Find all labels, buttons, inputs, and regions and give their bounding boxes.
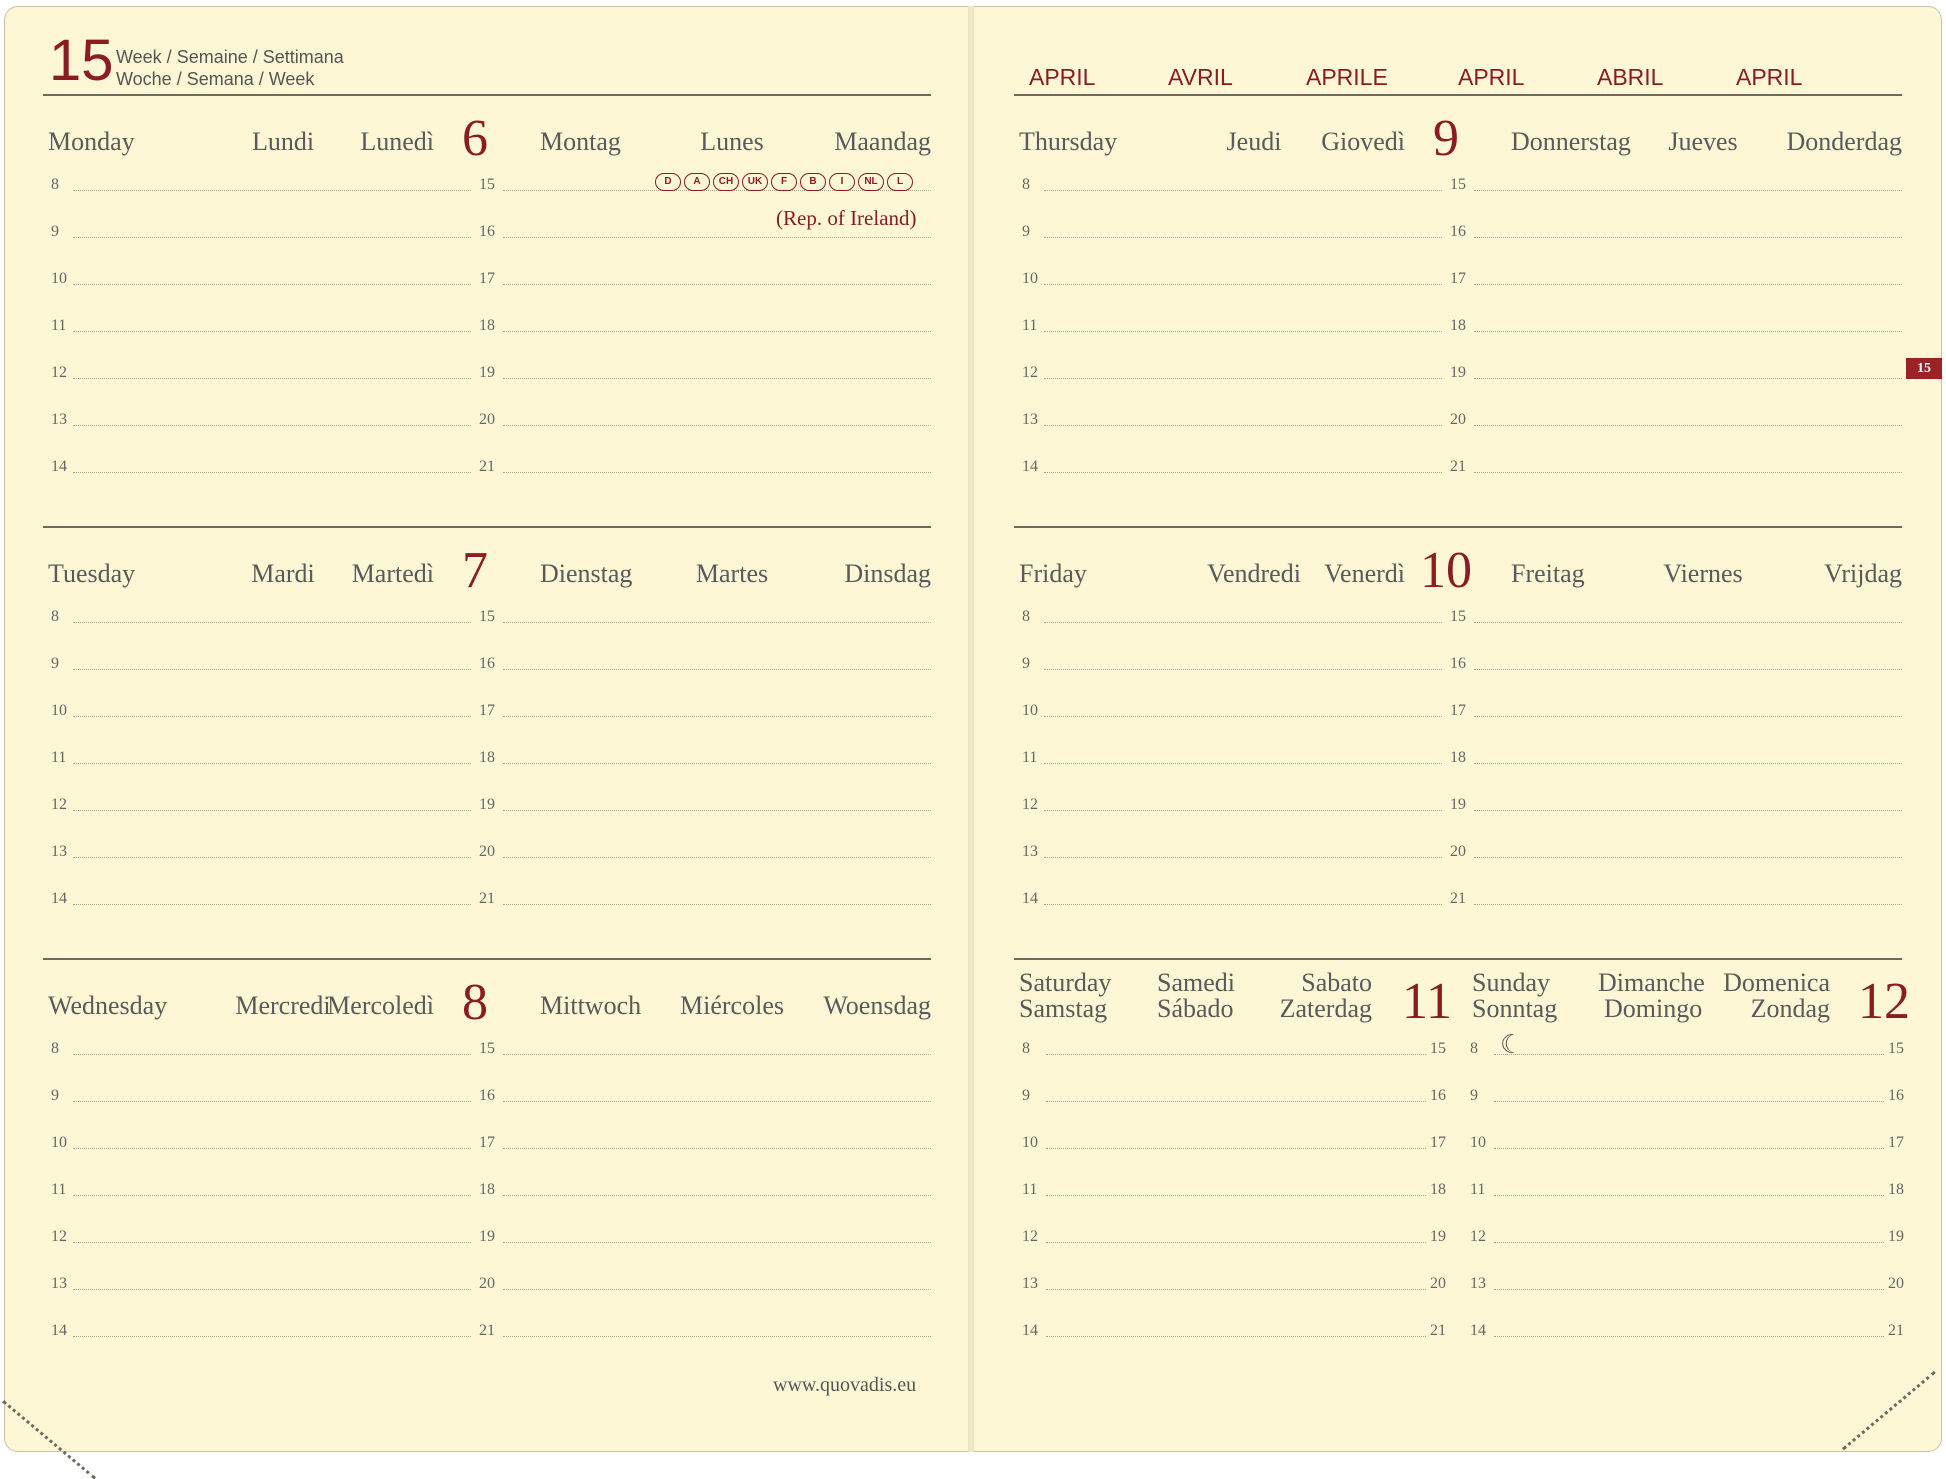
saturday-hour-6: 14: [1022, 1322, 1038, 1339]
monday-hour-pm-2: 17: [479, 270, 495, 287]
friday-hour-5: 13: [1022, 843, 1038, 860]
wednesday-hour-pm-0: 15: [479, 1040, 495, 1057]
saturday-hour-pm-5: 20: [1430, 1275, 1446, 1292]
sunday-hour-pm-2: 17: [1888, 1134, 1904, 1151]
friday-line-right-2[interactable]: [1474, 716, 1902, 717]
monday-line-right-5[interactable]: [503, 425, 931, 426]
moon-phase-icon: ☾: [1500, 1030, 1524, 1059]
tuesday-line-right-6[interactable]: [503, 904, 931, 905]
wednesday-line-left-2[interactable]: [73, 1148, 471, 1149]
tuesday-line-left-1[interactable]: [73, 669, 471, 670]
tuesday-hour-4: 12: [51, 796, 67, 813]
tuesday-rule: [43, 526, 931, 528]
week-number: 15: [49, 28, 114, 93]
wednesday-hour-5: 13: [51, 1275, 67, 1292]
sunday-hour-2: 10: [1470, 1134, 1486, 1151]
wednesday-hour-pm-6: 21: [479, 1322, 495, 1339]
tuesday-hour-pm-4: 19: [479, 796, 495, 813]
friday-line-left-0[interactable]: [1044, 622, 1442, 623]
sunday-hour-6: 14: [1470, 1322, 1486, 1339]
thursday-hour-4: 12: [1022, 364, 1038, 381]
page-gutter: [968, 6, 974, 1452]
tuesday-line-left-3[interactable]: [73, 763, 471, 764]
holiday-badge: L: [887, 173, 913, 191]
friday-hour-pm-4: 19: [1450, 796, 1466, 813]
friday-line-left-3[interactable]: [1044, 763, 1442, 764]
thursday-hour-pm-0: 15: [1450, 176, 1466, 193]
holiday-badge: UK: [742, 173, 768, 191]
wednesday-hour-pm-5: 20: [479, 1275, 495, 1292]
wednesday-line-right-3[interactable]: [503, 1195, 931, 1196]
wednesday-line-right-6[interactable]: [503, 1336, 931, 1337]
friday-hour-1: 9: [1022, 655, 1030, 672]
holiday-badge: A: [684, 173, 710, 191]
tuesday-hour-pm-6: 21: [479, 890, 495, 907]
wednesday-hour-3: 11: [51, 1181, 67, 1198]
monday-hour-4: 12: [51, 364, 67, 381]
friday-hour-pm-6: 21: [1450, 890, 1466, 907]
monday-hour-0: 8: [51, 176, 59, 193]
saturday-hour-0: 8: [1022, 1040, 1030, 1057]
sunday-line-3[interactable]: [1494, 1195, 1884, 1196]
friday-hour-pm-0: 15: [1450, 608, 1466, 625]
friday-hour-pm-5: 20: [1450, 843, 1466, 860]
monday-line-right-4[interactable]: [503, 378, 931, 379]
thursday-hour-pm-5: 20: [1450, 411, 1466, 428]
month-de: APRIL: [1458, 64, 1525, 90]
monday-name-1: Lundi: [251, 127, 315, 156]
saturday-line-6[interactable]: [1046, 1336, 1426, 1337]
holiday-badge: CH: [713, 173, 739, 191]
friday-line-left-2[interactable]: [1044, 716, 1442, 717]
thursday-hour-1: 9: [1022, 223, 1030, 240]
saturday-hour-1: 9: [1022, 1087, 1030, 1104]
sunday-line-4[interactable]: [1494, 1242, 1884, 1243]
saturday-hour-5: 13: [1022, 1275, 1038, 1292]
wednesday-hour-pm-4: 19: [479, 1228, 495, 1245]
tuesday-line-right-5[interactable]: [503, 857, 931, 858]
saturday-line-2[interactable]: [1046, 1148, 1426, 1149]
sunday-hour-pm-1: 16: [1888, 1087, 1904, 1104]
thursday-line-left-5[interactable]: [1044, 425, 1442, 426]
monday-line-left-6[interactable]: [73, 472, 471, 473]
week-labels: [116, 46, 344, 90]
friday-hour-pm-1: 16: [1450, 655, 1466, 672]
monday-line-right-3[interactable]: [503, 331, 931, 332]
monday-hour-pm-0: 15: [479, 176, 495, 193]
monday-line-left-1[interactable]: [73, 237, 471, 238]
week-tab-marker[interactable]: 15: [1906, 358, 1942, 379]
holiday-badge: NL: [858, 173, 884, 191]
tuesday-day-number: 7: [462, 542, 488, 599]
month-fr: AVRIL: [1168, 64, 1233, 90]
monday-hour-pm-5: 20: [479, 411, 495, 428]
wednesday-hour-pm-3: 18: [479, 1181, 495, 1198]
friday-line-right-4[interactable]: [1474, 810, 1902, 811]
tuesday-line-right-2[interactable]: [503, 716, 931, 717]
wednesday-line-left-3[interactable]: [73, 1195, 471, 1196]
tuesday-line-left-0[interactable]: [73, 622, 471, 623]
sunday-line-5[interactable]: [1494, 1289, 1884, 1290]
thursday-hour-pm-4: 19: [1450, 364, 1466, 381]
sunday-name-3: Sonntag: [1472, 994, 1558, 1023]
monday-line-left-0[interactable]: [73, 190, 471, 191]
thursday-line-right-6[interactable]: [1474, 472, 1902, 473]
tuesday-line-right-4[interactable]: [503, 810, 931, 811]
saturday-line-4[interactable]: [1046, 1242, 1426, 1243]
saturday-hour-pm-2: 17: [1430, 1134, 1446, 1151]
tuesday-hour-pm-0: 15: [479, 608, 495, 625]
wednesday-hour-pm-1: 16: [479, 1087, 495, 1104]
wednesday-name-5: Woensdag: [823, 991, 931, 1020]
sunday-hour-3: 11: [1470, 1181, 1486, 1198]
sunday-line-6[interactable]: [1494, 1336, 1884, 1337]
thursday-hour-6: 14: [1022, 458, 1038, 475]
wednesday-line-right-5[interactable]: [503, 1289, 931, 1290]
saturday-hour-pm-4: 19: [1430, 1228, 1446, 1245]
monday-line-left-5[interactable]: [73, 425, 471, 426]
sunday-line-0[interactable]: [1494, 1054, 1884, 1055]
thursday-line-right-5[interactable]: [1474, 425, 1902, 426]
saturday-line-1[interactable]: [1046, 1101, 1426, 1102]
wednesday-name-0: Wednesday: [48, 991, 168, 1020]
friday-name-3: Freitag: [1511, 559, 1585, 588]
tuesday-hour-pm-1: 16: [479, 655, 495, 672]
monday-name-3: Montag: [540, 127, 621, 156]
saturday-hour-2: 10: [1022, 1134, 1038, 1151]
friday-hour-3: 11: [1022, 749, 1038, 766]
saturday-hour-pm-0: 15: [1430, 1040, 1446, 1057]
friday-line-right-3[interactable]: [1474, 763, 1902, 764]
holiday-badge: B: [800, 173, 826, 191]
month-nl: APRIL: [1736, 64, 1803, 90]
wednesday-line-right-4[interactable]: [503, 1242, 931, 1243]
monday-hour-3: 11: [51, 317, 67, 334]
tuesday-hour-1: 9: [51, 655, 59, 672]
monday-line-right-1[interactable]: [503, 237, 931, 238]
thursday-name-4: Jueves: [1668, 127, 1738, 156]
thursday-hour-pm-2: 17: [1450, 270, 1466, 287]
month-it: APRILE: [1306, 64, 1388, 90]
holiday-note: (Rep. of Ireland): [776, 206, 917, 230]
friday-line-right-6[interactable]: [1474, 904, 1902, 905]
thursday-name-1: Jeudi: [1226, 127, 1282, 156]
thursday-hour-pm-6: 21: [1450, 458, 1466, 475]
friday-hour-2: 10: [1022, 702, 1038, 719]
friday-line-left-1[interactable]: [1044, 669, 1442, 670]
monday-line-left-3[interactable]: [73, 331, 471, 332]
tuesday-line-left-5[interactable]: [73, 857, 471, 858]
sunday-hour-5: 13: [1470, 1275, 1486, 1292]
holiday-country-badges: [655, 173, 913, 191]
tuesday-line-left-4[interactable]: [73, 810, 471, 811]
wednesday-name-2: Mercoledì: [327, 991, 434, 1020]
tuesday-name-3: Dienstag: [540, 559, 633, 588]
thursday-hour-3: 11: [1022, 317, 1038, 334]
wednesday-line-left-6[interactable]: [73, 1336, 471, 1337]
week-labels-line1: Week / Semaine / Settimana: [116, 47, 344, 67]
monday-name-2: Lunedì: [360, 127, 434, 156]
wednesday-hour-2: 10: [51, 1134, 67, 1151]
sunday-line-2[interactable]: [1494, 1148, 1884, 1149]
saturday-name-0: Saturday: [1019, 968, 1112, 997]
header-rule-left: [43, 94, 931, 96]
thursday-name-0: Thursday: [1019, 127, 1118, 156]
wednesday-name-3: Mittwoch: [540, 991, 642, 1020]
monday-hour-pm-3: 18: [479, 317, 495, 334]
tuesday-name-5: Dinsdag: [844, 559, 931, 588]
friday-name-4: Viernes: [1663, 559, 1743, 588]
sunday-name-5: Zondag: [1750, 994, 1830, 1023]
saturday-name-3: Samstag: [1019, 994, 1108, 1023]
friday-name-2: Venerdì: [1324, 559, 1405, 588]
friday-rule: [1014, 526, 1902, 528]
monday-hour-6: 14: [51, 458, 67, 475]
monday-hour-pm-6: 21: [479, 458, 495, 475]
thursday-name-2: Giovedì: [1321, 127, 1405, 156]
thursday-line-left-6[interactable]: [1044, 472, 1442, 473]
tuesday-name-4: Martes: [695, 559, 769, 588]
friday-line-left-6[interactable]: [1044, 904, 1442, 905]
monday-name-0: Monday: [48, 127, 135, 156]
sunday-line-1[interactable]: [1494, 1101, 1884, 1102]
tuesday-line-right-1[interactable]: [503, 669, 931, 670]
thursday-hour-pm-3: 18: [1450, 317, 1466, 334]
monday-line-left-2[interactable]: [73, 284, 471, 285]
friday-line-left-4[interactable]: [1044, 810, 1442, 811]
wednesday-line-right-1[interactable]: [503, 1101, 931, 1102]
tuesday-name-0: Tuesday: [48, 559, 136, 588]
thursday-name-3: Donnerstag: [1511, 127, 1631, 156]
wednesday-hour-1: 9: [51, 1087, 59, 1104]
thursday-hour-0: 8: [1022, 176, 1030, 193]
month-en: APRIL: [1029, 64, 1096, 90]
tuesday-line-left-6[interactable]: [73, 904, 471, 905]
saturday-name-4: Sábado: [1157, 994, 1234, 1023]
wednesday-line-right-2[interactable]: [503, 1148, 931, 1149]
friday-name-5: Vrijdag: [1824, 559, 1902, 588]
monday-name-4: Lunes: [700, 127, 764, 156]
sunday-hour-pm-3: 18: [1888, 1181, 1904, 1198]
thursday-hour-pm-1: 16: [1450, 223, 1466, 240]
monday-hour-2: 10: [51, 270, 67, 287]
sunday-name-2: Domenica: [1723, 968, 1830, 997]
saturday-hour-4: 12: [1022, 1228, 1038, 1245]
wednesday-name-1: Mercredi: [235, 991, 331, 1020]
friday-day-number: 10: [1420, 542, 1472, 599]
monday-line-right-2[interactable]: [503, 284, 931, 285]
friday-name-1: Vendredi: [1207, 559, 1301, 588]
tuesday-hour-pm-2: 17: [479, 702, 495, 719]
holiday-badge: F: [771, 173, 797, 191]
sunday-hour-pm-5: 20: [1888, 1275, 1904, 1292]
thursday-line-right-3[interactable]: [1474, 331, 1902, 332]
weekend-rule: [1014, 958, 1902, 960]
sunday-name-4: Domingo: [1604, 994, 1703, 1023]
tuesday-hour-6: 14: [51, 890, 67, 907]
wednesday-rule: [43, 958, 931, 960]
tuesday-line-right-3[interactable]: [503, 763, 931, 764]
saturday-line-3[interactable]: [1046, 1195, 1426, 1196]
friday-hour-0: 8: [1022, 608, 1030, 625]
monday-hour-pm-4: 19: [479, 364, 495, 381]
wednesday-line-right-0[interactable]: [503, 1054, 931, 1055]
thursday-day-number: 9: [1433, 110, 1459, 167]
thursday-line-right-0[interactable]: [1474, 190, 1902, 191]
wednesday-hour-4: 12: [51, 1228, 67, 1245]
wednesday-line-left-4[interactable]: [73, 1242, 471, 1243]
thursday-line-left-4[interactable]: [1044, 378, 1442, 379]
friday-hour-6: 14: [1022, 890, 1038, 907]
tuesday-hour-pm-3: 18: [479, 749, 495, 766]
sunday-hour-4: 12: [1470, 1228, 1486, 1245]
tuesday-hour-5: 13: [51, 843, 67, 860]
thursday-line-right-2[interactable]: [1474, 284, 1902, 285]
wednesday-name-4: Miércoles: [680, 991, 784, 1020]
thursday-line-left-2[interactable]: [1044, 284, 1442, 285]
sunday-hour-pm-6: 21: [1888, 1322, 1904, 1339]
saturday-hour-pm-1: 16: [1430, 1087, 1446, 1104]
saturday-hour-pm-6: 21: [1430, 1322, 1446, 1339]
saturday-line-0[interactable]: [1046, 1054, 1426, 1055]
monday-name-5: Maandag: [834, 127, 931, 156]
wednesday-day-number: 8: [462, 974, 488, 1031]
monday-day-number: 6: [462, 110, 488, 167]
friday-line-right-1[interactable]: [1474, 669, 1902, 670]
tuesday-hour-pm-5: 20: [479, 843, 495, 860]
sunday-name-1: Dimanche: [1598, 968, 1705, 997]
tuesday-hour-3: 11: [51, 749, 67, 766]
sunday-name-0: Sunday: [1472, 968, 1550, 997]
saturday-hour-3: 11: [1022, 1181, 1038, 1198]
saturday-name-1: Samedi: [1157, 968, 1235, 997]
holiday-badge: D: [655, 173, 681, 191]
monday-hour-pm-1: 16: [479, 223, 495, 240]
wednesday-hour-0: 8: [51, 1040, 59, 1057]
saturday-name-5: Zaterdag: [1279, 994, 1372, 1023]
tuesday-hour-0: 8: [51, 608, 59, 625]
friday-hour-pm-3: 18: [1450, 749, 1466, 766]
sunday-hour-0: 8: [1470, 1040, 1478, 1057]
saturday-hour-pm-3: 18: [1430, 1181, 1446, 1198]
wednesday-line-left-5[interactable]: [73, 1289, 471, 1290]
monday-line-left-4[interactable]: [73, 378, 471, 379]
monday-hour-5: 13: [51, 411, 67, 428]
friday-hour-4: 12: [1022, 796, 1038, 813]
friday-line-left-5[interactable]: [1044, 857, 1442, 858]
thursday-hour-5: 13: [1022, 411, 1038, 428]
tuesday-name-2: Martedì: [351, 559, 434, 588]
tuesday-name-1: Mardi: [251, 559, 315, 588]
thursday-hour-2: 10: [1022, 270, 1038, 287]
month-es: ABRIL: [1597, 64, 1664, 90]
week-labels-line2: Woche / Semana / Week: [116, 69, 315, 89]
monday-line-right-6[interactable]: [503, 472, 931, 473]
wednesday-line-left-0[interactable]: [73, 1054, 471, 1055]
friday-hour-pm-2: 17: [1450, 702, 1466, 719]
wednesday-hour-pm-2: 17: [479, 1134, 495, 1151]
sunday-hour-1: 9: [1470, 1087, 1478, 1104]
thursday-line-left-0[interactable]: [1044, 190, 1442, 191]
tuesday-line-right-0[interactable]: [503, 622, 931, 623]
header-rule-right: [1014, 94, 1902, 96]
footer-url: www.quovadis.eu: [773, 1374, 917, 1396]
friday-line-right-0[interactable]: [1474, 622, 1902, 623]
sunday-hour-pm-4: 19: [1888, 1228, 1904, 1245]
tuesday-hour-2: 10: [51, 702, 67, 719]
monday-hour-1: 9: [51, 223, 59, 240]
thursday-name-5: Donderdag: [1786, 127, 1902, 156]
thursday-line-left-1[interactable]: [1044, 237, 1442, 238]
wednesday-line-left-1[interactable]: [73, 1101, 471, 1102]
saturday-day-number: 11: [1401, 973, 1453, 1030]
saturday-name-2: Sabato: [1301, 968, 1372, 997]
wednesday-hour-6: 14: [51, 1322, 67, 1339]
sunday-hour-pm-0: 15: [1888, 1040, 1904, 1057]
friday-line-right-5[interactable]: [1474, 857, 1902, 858]
thursday-line-right-4[interactable]: [1474, 378, 1902, 379]
tuesday-line-left-2[interactable]: [73, 716, 471, 717]
saturday-line-5[interactable]: [1046, 1289, 1426, 1290]
thursday-line-left-3[interactable]: [1044, 331, 1442, 332]
sunday-day-number: 12: [1858, 973, 1910, 1030]
thursday-line-right-1[interactable]: [1474, 237, 1902, 238]
friday-name-0: Friday: [1019, 559, 1087, 588]
holiday-badge: I: [829, 173, 855, 191]
